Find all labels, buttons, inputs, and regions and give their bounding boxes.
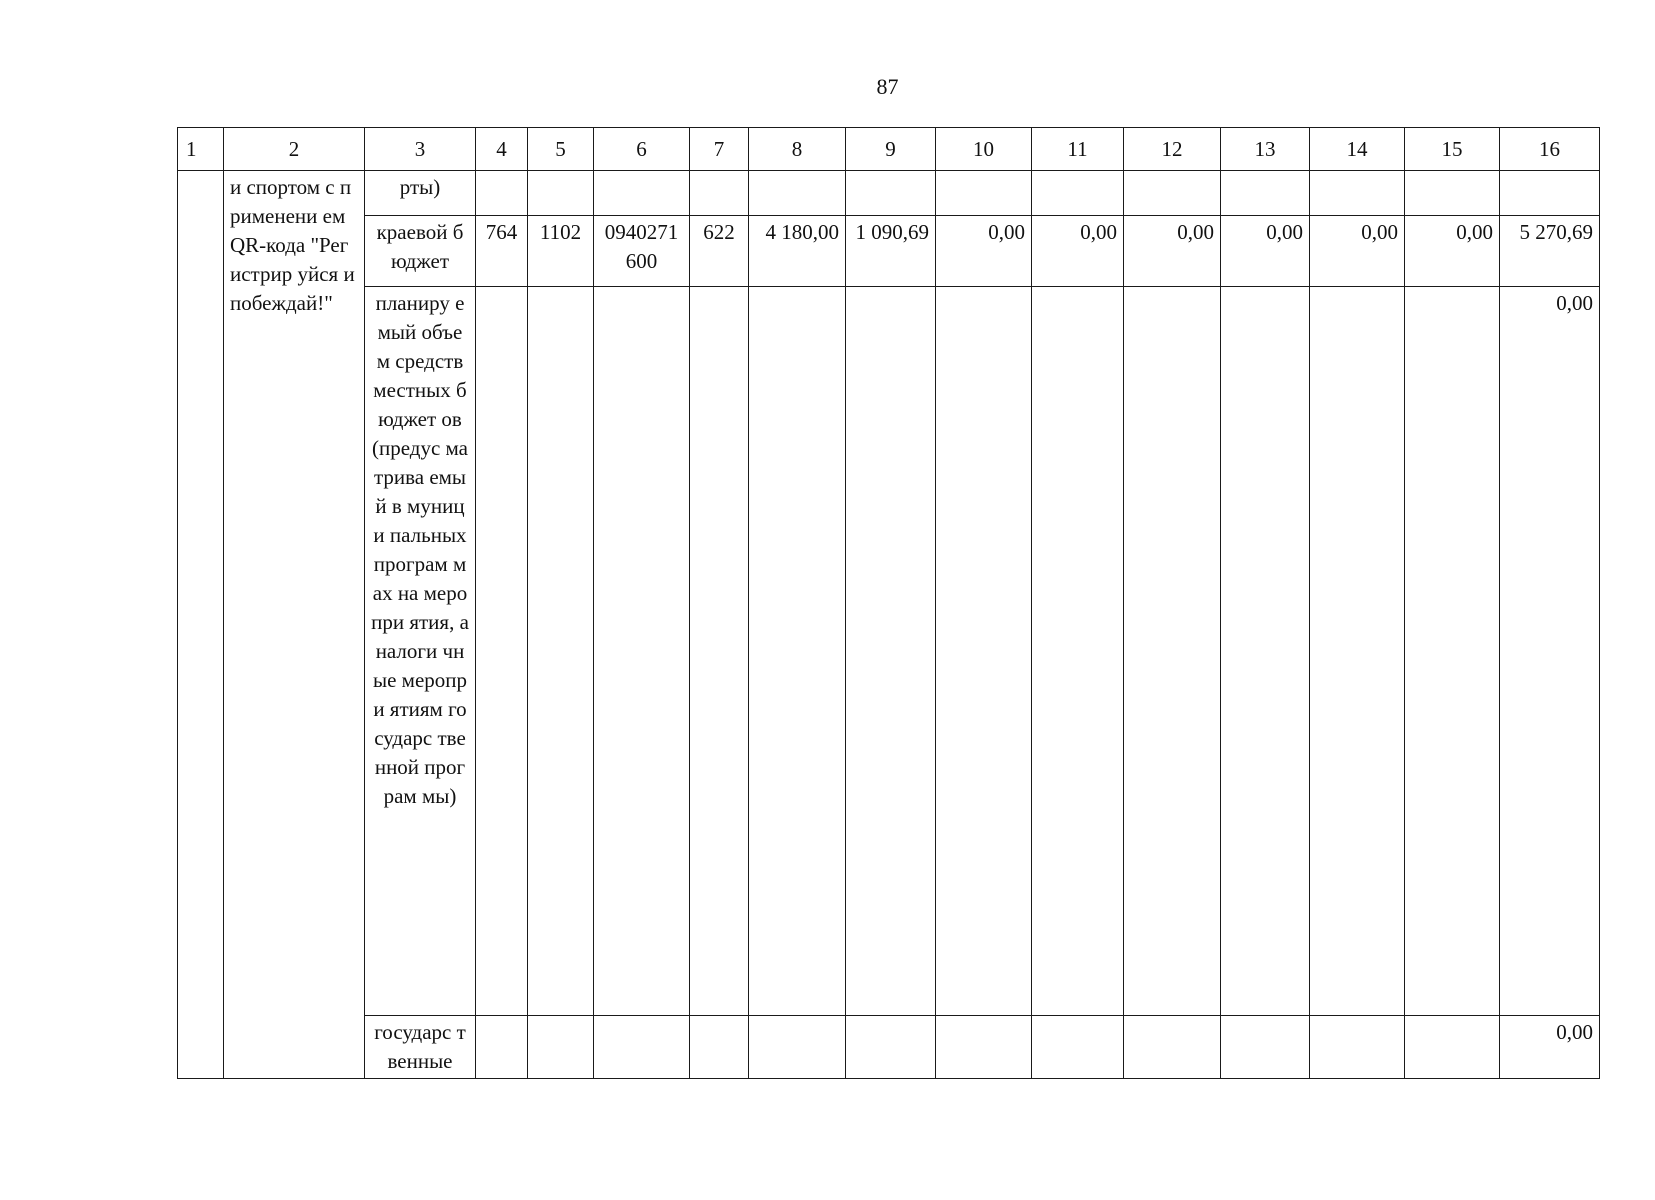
cell-c10: 0,00	[936, 216, 1032, 287]
cell-c10	[936, 171, 1032, 216]
column-header-4: 4	[476, 128, 528, 171]
cell-c12: 0,00	[1124, 216, 1221, 287]
cell-c13	[1221, 1016, 1310, 1079]
budget-table	[177, 127, 1600, 1079]
cell-c5	[528, 287, 594, 1016]
cell-c13	[1221, 171, 1310, 216]
cell-c6	[594, 287, 690, 1016]
cell-c11	[1032, 1016, 1124, 1079]
cell-c15: 0,00	[1405, 216, 1500, 287]
cell-c12	[1124, 287, 1221, 1016]
column-header-15: 15	[1405, 128, 1500, 171]
cell-c14	[1310, 1016, 1405, 1079]
cell-c9	[846, 287, 936, 1016]
cell-c4	[476, 1016, 528, 1079]
page-number: 87	[876, 74, 899, 99]
table-row	[178, 171, 1600, 216]
cell-c16: 5 270,69	[1500, 216, 1600, 287]
column-header-7: 7	[690, 128, 749, 171]
cell-c11: 0,00	[1032, 216, 1124, 287]
funding-source-cell: рты)	[365, 171, 476, 216]
cell-c10	[936, 1016, 1032, 1079]
cell-c11	[1032, 171, 1124, 216]
cell-c16	[1500, 171, 1600, 216]
cell-c6	[594, 171, 690, 216]
column-header-1: 1	[178, 128, 224, 171]
cell-c15	[1405, 287, 1500, 1016]
row-number-cell	[178, 171, 224, 1079]
cell-c7	[690, 287, 749, 1016]
cell-c9: 1 090,69	[846, 216, 936, 287]
event-name-cell: и спортом с применени ем QR-кода "Регистрир уйся и побеждай!"	[224, 171, 365, 1079]
column-header-5: 5	[528, 128, 594, 171]
column-header-3: 3	[365, 128, 476, 171]
cell-c15	[1405, 1016, 1500, 1079]
cell-c14	[1310, 171, 1405, 216]
cell-c10	[936, 287, 1032, 1016]
cell-c4: 764	[476, 216, 528, 287]
header-row	[178, 128, 1600, 171]
column-header-10: 10	[936, 128, 1032, 171]
funding-source-cell: планиру емый объем средств местных бюджет ов (предус матрива емый в муници пальных програм мах на меропри ятия, аналоги чные меропри ятиям государс твенной програм мы)	[365, 287, 476, 1016]
column-header-6: 6	[594, 128, 690, 171]
cell-c11	[1032, 287, 1124, 1016]
cell-c7: 622	[690, 216, 749, 287]
cell-c8	[749, 171, 846, 216]
cell-c9	[846, 171, 936, 216]
cell-c4	[476, 287, 528, 1016]
column-header-11: 11	[1032, 128, 1124, 171]
funding-source-cell: краевой бюджет	[365, 216, 476, 287]
cell-c12	[1124, 1016, 1221, 1079]
cell-c16: 0,00	[1500, 287, 1600, 1016]
column-header-14: 14	[1310, 128, 1405, 171]
cell-c15	[1405, 171, 1500, 216]
cell-c4	[476, 171, 528, 216]
cell-c13	[1221, 287, 1310, 1016]
table-row	[178, 1016, 1600, 1079]
cell-c8: 4 180,00	[749, 216, 846, 287]
funding-source-cell: государс твенные	[365, 1016, 476, 1079]
table-row	[178, 287, 1600, 1016]
cell-c14	[1310, 287, 1405, 1016]
cell-c8	[749, 1016, 846, 1079]
cell-c7	[690, 1016, 749, 1079]
table-row	[178, 216, 1600, 287]
column-header-16: 16	[1500, 128, 1600, 171]
column-header-13: 13	[1221, 128, 1310, 171]
cell-c5: 1102	[528, 216, 594, 287]
cell-c5	[528, 1016, 594, 1079]
cell-c16: 0,00	[1500, 1016, 1600, 1079]
cell-c13: 0,00	[1221, 216, 1310, 287]
cell-c14: 0,00	[1310, 216, 1405, 287]
cell-c8	[749, 287, 846, 1016]
cell-c12	[1124, 171, 1221, 216]
column-header-9: 9	[846, 128, 936, 171]
column-header-2: 2	[224, 128, 365, 171]
column-header-8: 8	[749, 128, 846, 171]
cell-c7	[690, 171, 749, 216]
cell-c6	[594, 1016, 690, 1079]
column-header-12: 12	[1124, 128, 1221, 171]
cell-c6: 0940271600	[594, 216, 690, 287]
cell-c9	[846, 1016, 936, 1079]
cell-c5	[528, 171, 594, 216]
